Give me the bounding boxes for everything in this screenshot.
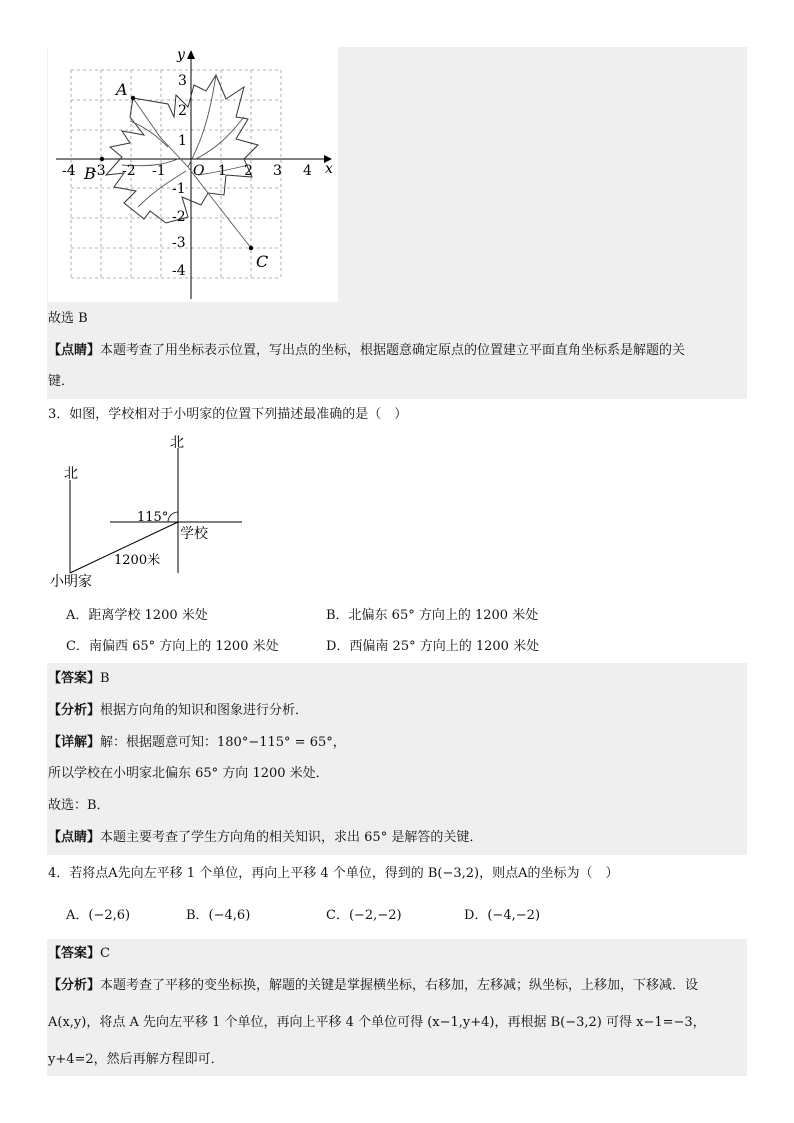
origin-label: O [193, 163, 205, 179]
q3-detail [48, 733, 346, 753]
q3-option-b: B．北偏东 65° 方向上的 1200 米处 [326, 608, 539, 623]
answer-tag: 【答案】 [48, 671, 101, 686]
point-b-label: B [84, 164, 96, 183]
comment-text: 本题主要考查了学生方向角的相关知识，求出 65° 是解答的关键． [100, 830, 483, 845]
q3-answer [48, 669, 110, 689]
y-tick: -2 [172, 209, 186, 225]
q3-choose: 故选：B． [48, 798, 110, 813]
y-tick: 1 [178, 133, 187, 149]
x-tick: 3 [273, 163, 282, 179]
q4-option-b: B．(−4,6) [186, 908, 251, 923]
angle-label: 115° [137, 510, 169, 525]
q4-stem: 4．若将点A先向左平移 1 个单位，再向上平移 4 个单位，得到的 B(−3,2)，则点A的坐标为（ ） [48, 866, 619, 881]
q3-option-a: A．距离学校 1200 米处 [66, 608, 208, 623]
x-tick: 1 [218, 163, 227, 179]
north-label: 北 [170, 435, 184, 451]
q2-comment [48, 341, 685, 361]
x-tick: -1 [152, 163, 166, 179]
solution-panel-q3 [47, 663, 747, 855]
q4-analysis-cont: A(x,y)，将点 A 先向左平移 1 个单位，再向上平移 4 个单位可得 (x−1,y+4)，再根据 B(−3,2) 可得 x−1=−3， [48, 1015, 706, 1030]
analysis-text: 本题考查了平移的变坐标换，解题的关键是掌握横坐标，右移加，左移减；纵坐标，上移加，下移减．设 [100, 978, 699, 993]
x-tick: 2 [244, 163, 253, 179]
point-a-label: A [116, 80, 128, 99]
q3-option-c: C．南偏西 65° 方向上的 1200 米处 [66, 639, 279, 654]
y-axis-label: y [177, 47, 185, 63]
answer-tag: 【答案】 [48, 946, 101, 961]
x-tick: -4 [62, 163, 76, 179]
q3-detail-cont: 所以学校在小明家北偏东 65° 方向 1200 米处． [48, 766, 329, 781]
q3-comment [48, 828, 482, 848]
q2-answer-line: 故选 B [48, 311, 88, 326]
analysis-tag: 【分析】 [48, 703, 101, 718]
comment-text: 本题考查了用坐标表示位置，写出点的坐标，根据题意确定原点的位置建立平面直角坐标系是解题的关 [100, 343, 686, 358]
detail-text: 解：根据题意可知：180°−115° = 65°， [100, 735, 346, 750]
answer-value: B [100, 671, 110, 686]
direction-figure [48, 432, 258, 592]
q4-option-a: A．(−2,6) [66, 908, 131, 923]
y-tick: -3 [172, 235, 186, 251]
q4-option-d: D．(−4,−2) [464, 908, 541, 923]
y-tick: 3 [178, 73, 187, 89]
y-tick: -4 [172, 263, 186, 279]
x-tick: -2 [122, 163, 136, 179]
x-tick: 4 [303, 163, 312, 179]
coordinate-grid-figure [48, 47, 338, 302]
answer-value: C [100, 946, 110, 961]
school-label: 学校 [180, 526, 208, 542]
home-label: 小明家 [50, 574, 92, 590]
q2-comment-cont: 键． [48, 374, 75, 389]
analysis-tag: 【分析】 [48, 978, 101, 993]
y-tick: 2 [178, 103, 187, 119]
y-tick: -1 [172, 181, 186, 197]
comment-tag: 【点睛】 [48, 343, 101, 358]
distance-label: 1200米 [114, 553, 161, 568]
q3-option-d: D．西偏南 25° 方向上的 1200 米处 [326, 639, 540, 654]
q4-analysis [48, 976, 698, 996]
q4-answer [48, 944, 110, 964]
q3-analysis [48, 701, 308, 721]
q4-analysis-cont: y+4=2，然后再解方程即可． [48, 1052, 224, 1067]
north-label: 北 [64, 466, 78, 482]
q4-option-c: C．(−2,−2) [326, 908, 402, 923]
x-tick: -3 [92, 163, 106, 179]
analysis-text: 根据方向角的知识和图象进行分析． [100, 703, 309, 718]
comment-tag: 【点睛】 [48, 830, 101, 845]
q3-stem: 3．如图，学校相对于小明家的位置下列描述最准确的是（ ） [48, 407, 408, 422]
x-axis-label: x [325, 161, 333, 177]
point-c-label: C [256, 252, 269, 271]
detail-tag: 【详解】 [48, 735, 101, 750]
